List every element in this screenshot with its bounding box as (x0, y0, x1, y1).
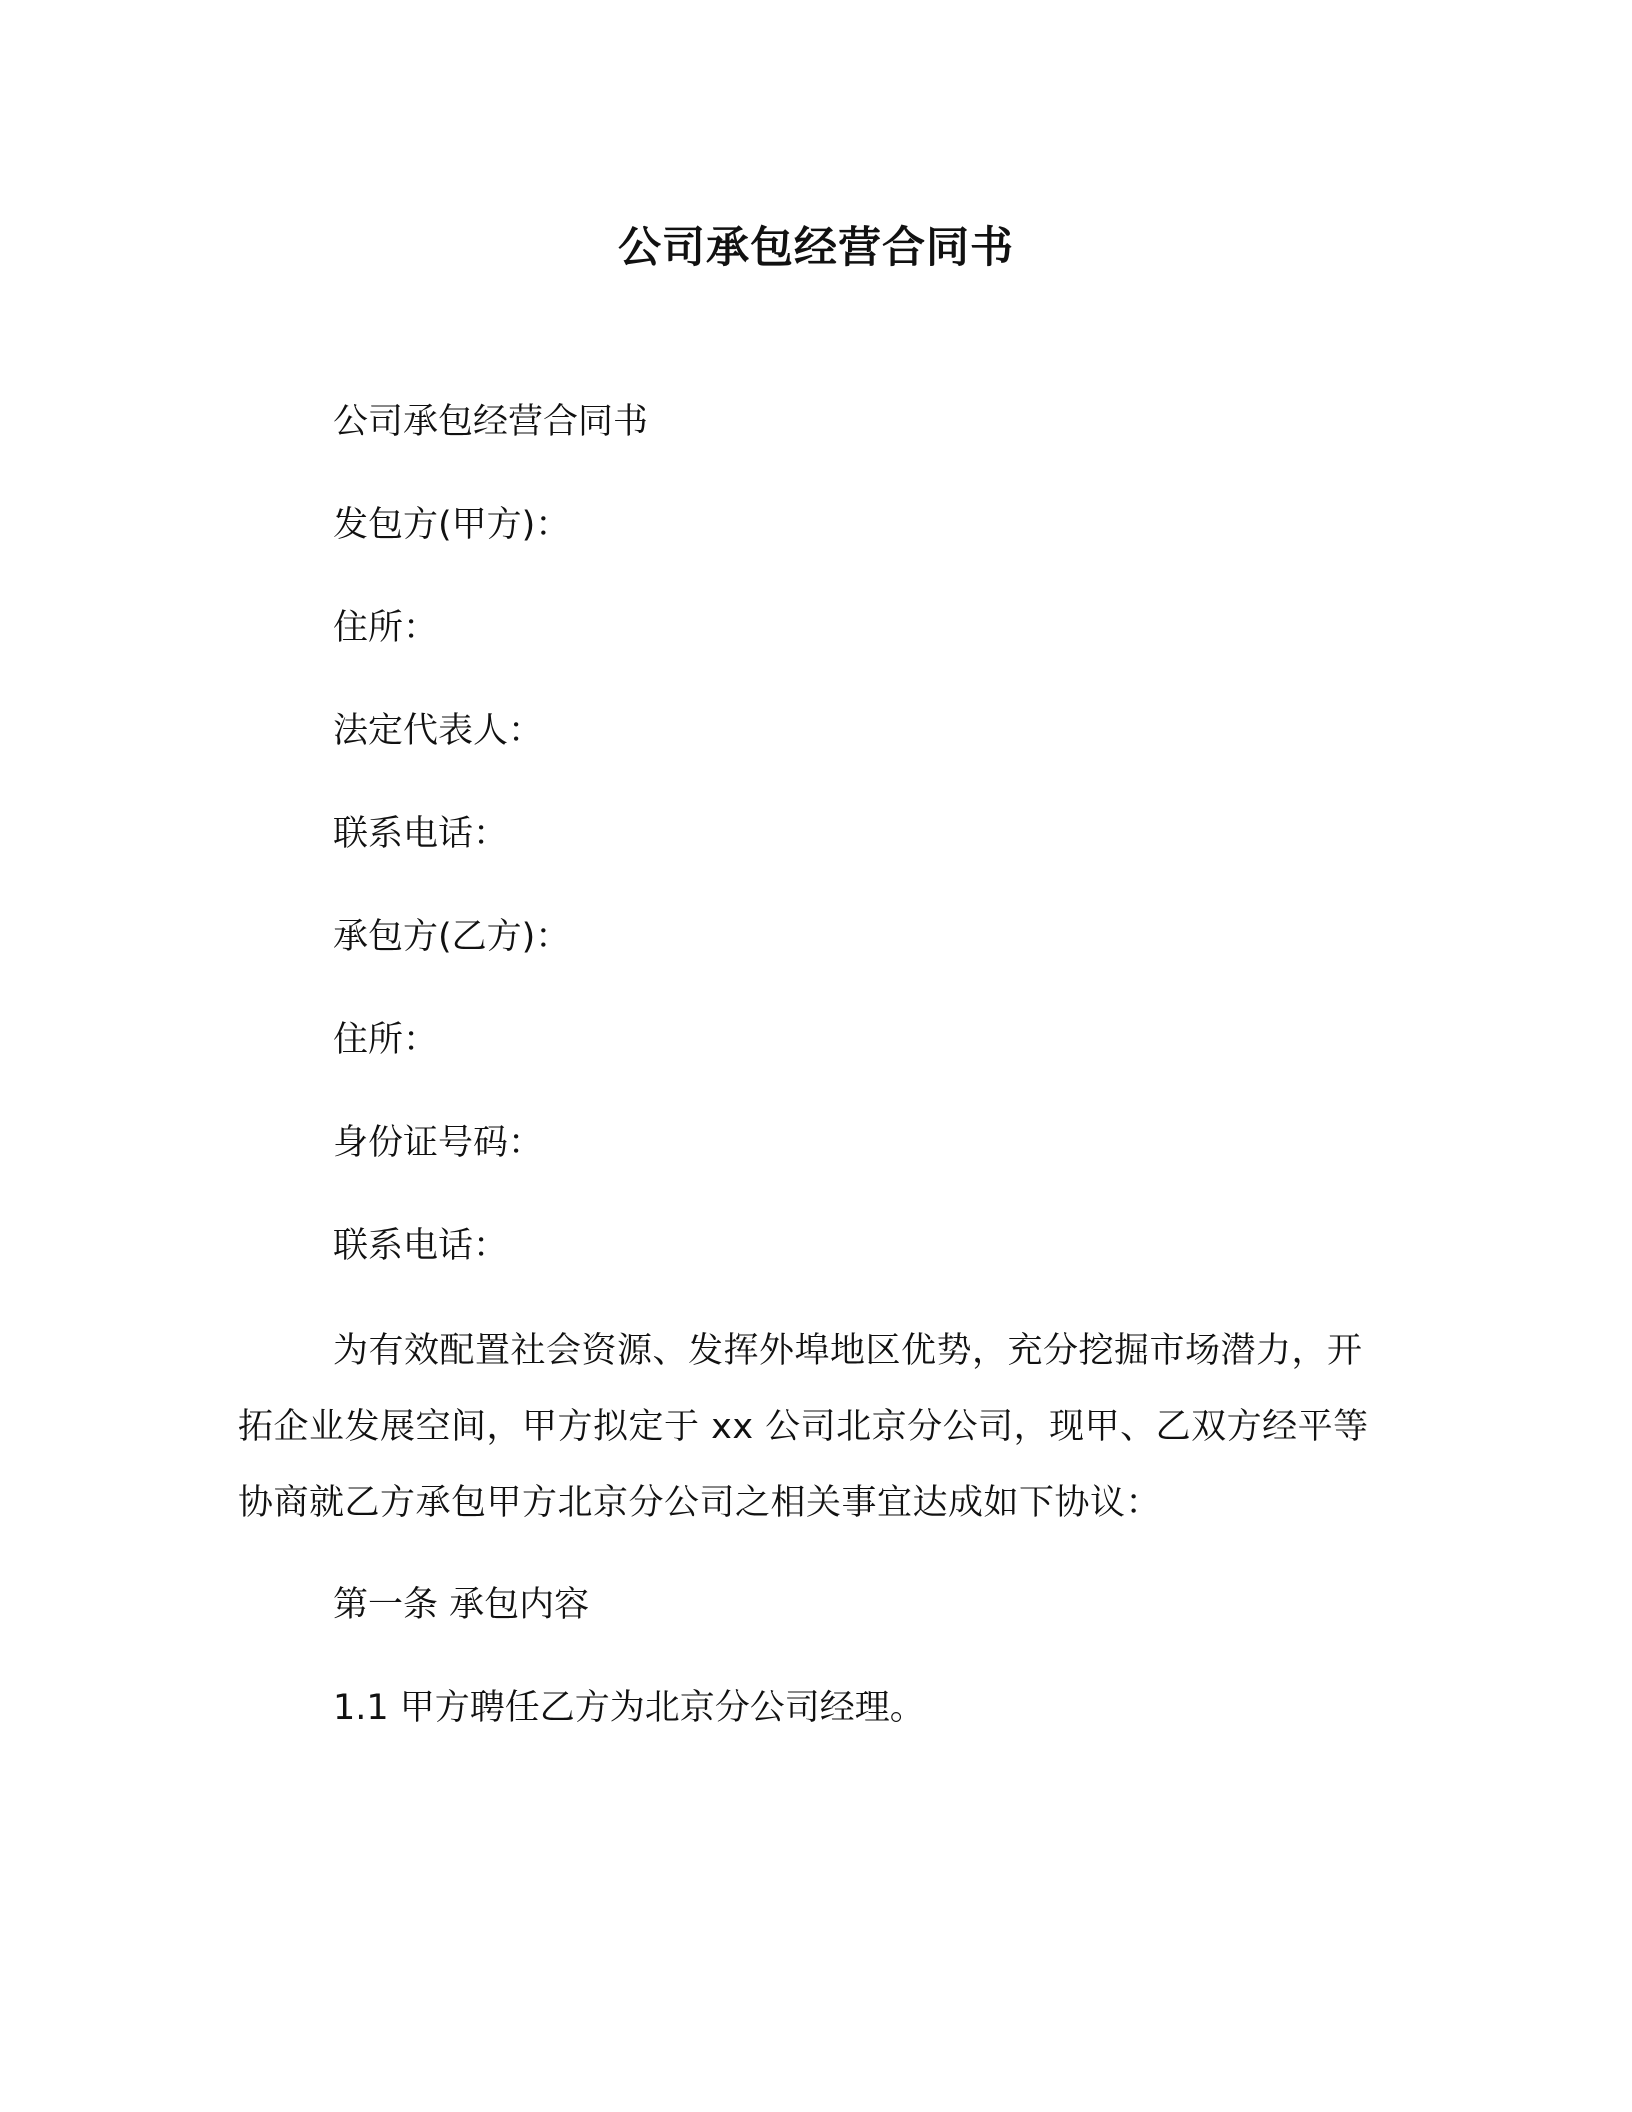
party-b-label: 承包方(乙方)： (333, 917, 571, 957)
party-a-address-label: 住所： (333, 608, 439, 648)
party-a-phone-label: 联系电话： (333, 814, 509, 854)
party-b-address-label: 住所： (333, 1020, 439, 1060)
document-title: 公司承包经营合同书 (618, 223, 1014, 273)
clause-1-1: 1.1 甲方聘任乙方为北京分公司经理。 (333, 1688, 925, 1728)
subtitle-line: 公司承包经营合同书 (333, 402, 649, 442)
party-a-legal-rep-label: 法定代表人： (333, 711, 544, 751)
intro-paragraph: 为有效配置社会资源、发挥外埠地区优势，充分挖掘市场潜力，开拓企业发展空间，甲方拟定于 xx 公司北京分公司，现甲、乙双方经平等协商就乙方承包甲方北京分公司之相关事宜达成如下协议： (238, 1331, 1369, 1523)
party-b-phone-label: 联系电话： (333, 1226, 509, 1266)
article-1-heading: 第一条 承包内容 (333, 1585, 590, 1625)
party-b-id-number-label: 身份证号码： (333, 1123, 544, 1163)
party-a-label: 发包方(甲方)： (333, 505, 571, 545)
